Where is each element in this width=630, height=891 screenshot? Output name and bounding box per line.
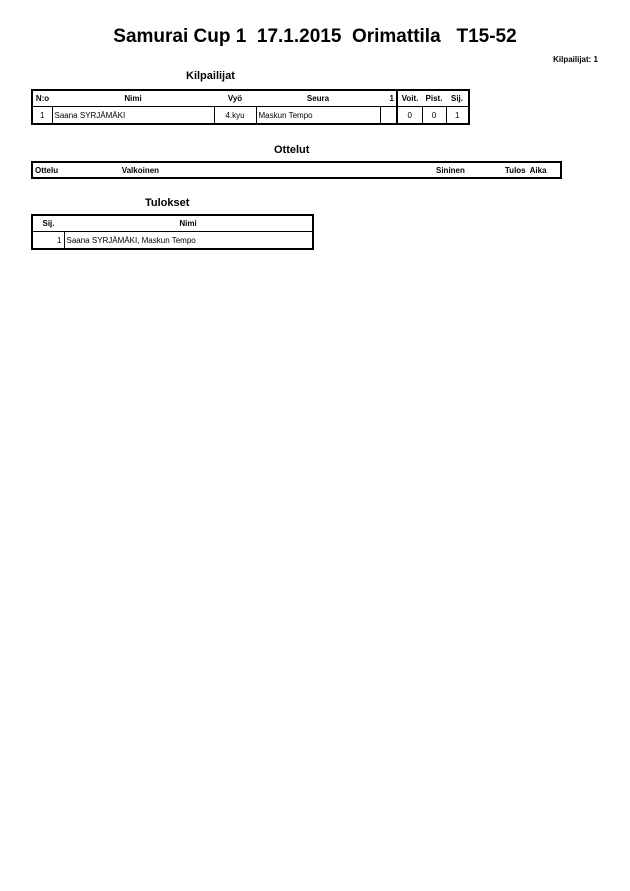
col-result: Tulos	[504, 165, 526, 175]
cell-no: 1	[32, 107, 52, 125]
matches-table	[31, 161, 562, 179]
table-row	[32, 232, 313, 250]
cell-name: Saana SYRJÄMÄKI	[52, 107, 214, 125]
col-no: N:o	[32, 90, 52, 107]
col-club: Seura	[256, 90, 380, 107]
cell-wins: 0	[397, 107, 422, 125]
matches-header-row	[32, 162, 561, 178]
results-header-row	[32, 215, 313, 232]
col-round-1: 1	[380, 90, 397, 107]
col-belt: Vyö	[214, 90, 256, 107]
competitors-section-title: Kilpailijat	[186, 70, 235, 82]
page-title: Samurai Cup 1 17.1.2015 Orimattila T15-52	[113, 26, 517, 47]
table-row	[32, 107, 469, 125]
competitors-header-row	[32, 90, 469, 107]
col-blue: Sininen	[436, 165, 465, 175]
col-name: Nimi	[52, 90, 214, 107]
col-place: Sij.	[32, 215, 64, 232]
cell-place: 1	[446, 107, 469, 125]
col-match: Ottelu	[35, 165, 59, 175]
cell-round-1	[380, 107, 397, 125]
col-time: Aika	[529, 165, 547, 175]
cell-name: Saana SYRJÄMÄKI, Maskun Tempo	[64, 232, 313, 250]
cell-belt: 4.kyu	[214, 107, 256, 125]
col-points: Pist.	[422, 90, 446, 107]
matches-section-title: Ottelut	[274, 144, 310, 156]
col-place: Sij.	[446, 90, 469, 107]
cell-place: 1	[32, 232, 64, 250]
col-white: Valkoinen	[121, 165, 160, 175]
cell-club: Maskun Tempo	[256, 107, 380, 125]
cell-points: 0	[422, 107, 446, 125]
col-wins: Voit.	[397, 90, 422, 107]
competitors-table	[31, 89, 470, 125]
results-table	[31, 214, 314, 250]
competitor-count: Kilpailijat: 1	[553, 55, 598, 64]
col-name: Nimi	[64, 215, 313, 232]
results-section-title: Tulokset	[145, 197, 190, 209]
